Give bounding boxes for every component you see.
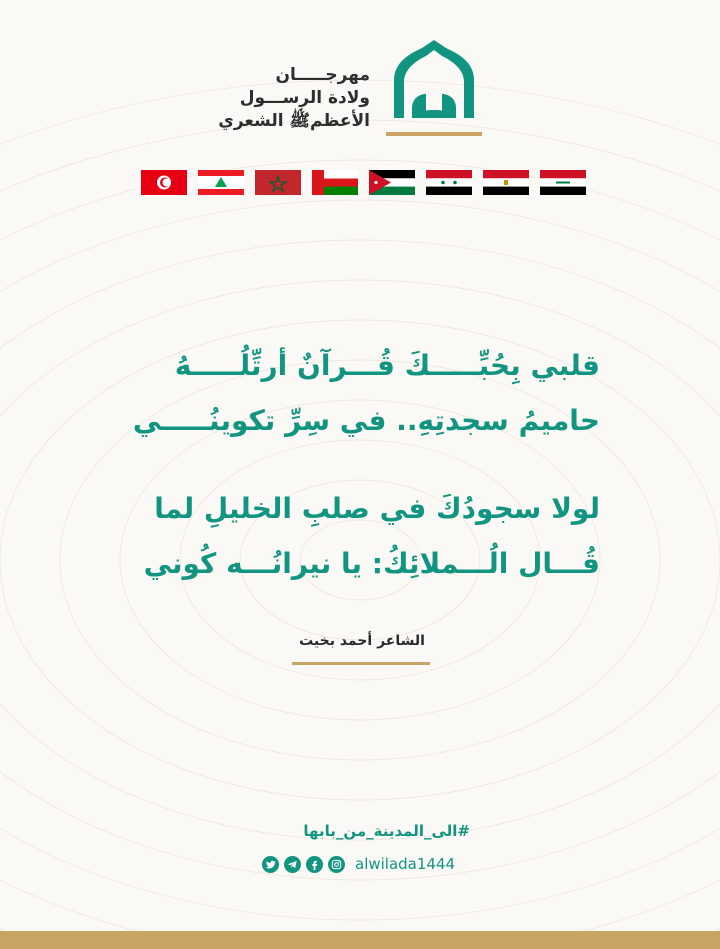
twitter-icon[interactable]: [262, 856, 279, 873]
festival-logo: [386, 36, 482, 140]
syria-flag-icon: [426, 170, 472, 195]
bottom-bar: [0, 931, 720, 949]
festival-title-line-1: مهرجـــــان: [275, 65, 370, 85]
social-row: [262, 852, 462, 876]
hashtag[interactable]: #الى_المدينة_من_بابها: [303, 822, 470, 840]
social-handle[interactable]: alwilada1444: [355, 855, 456, 873]
tunisia-flag-icon: [141, 170, 187, 195]
egypt-flag-icon: [483, 170, 529, 195]
poem-line: قُـــال الُـــملائِكُ: يا نيرانُـــه كُوني: [143, 547, 600, 580]
festival-title: [220, 64, 370, 133]
morocco-flag-icon: [255, 170, 301, 195]
flags-row: [141, 170, 591, 196]
jordan-flag-icon: [369, 170, 415, 195]
lebanon-flag-icon: [198, 170, 244, 195]
festival-title-line-3: الأعظمﷺ الشعري: [218, 111, 370, 131]
telegram-icon[interactable]: [284, 856, 301, 873]
poet-name: الشاعر أحمد بخيت: [299, 633, 425, 649]
poet-underline: [292, 662, 430, 665]
poem-stanza-2: [110, 481, 600, 591]
poem-stanza-1: [110, 338, 600, 448]
poem-line: قلبي بِحُبِّـــــكَ قُـــرآنٌ أرتِّلُـــــهُ: [174, 349, 600, 382]
iraq-flag-icon: [540, 170, 586, 195]
poem: [110, 338, 600, 624]
festival-header: [220, 36, 490, 146]
instagram-icon[interactable]: [328, 856, 345, 873]
festival-title-line-2: ولادة الرســـول: [239, 88, 370, 108]
poem-line: لولا سجودُكَ في صلبِ الخليلِ لما: [154, 492, 600, 525]
facebook-icon[interactable]: [306, 856, 323, 873]
oman-flag-icon: [312, 170, 358, 195]
poem-line: حاميمُ سجدتِهِ.. في سِرِّ تكوينُـــــي: [132, 404, 600, 437]
